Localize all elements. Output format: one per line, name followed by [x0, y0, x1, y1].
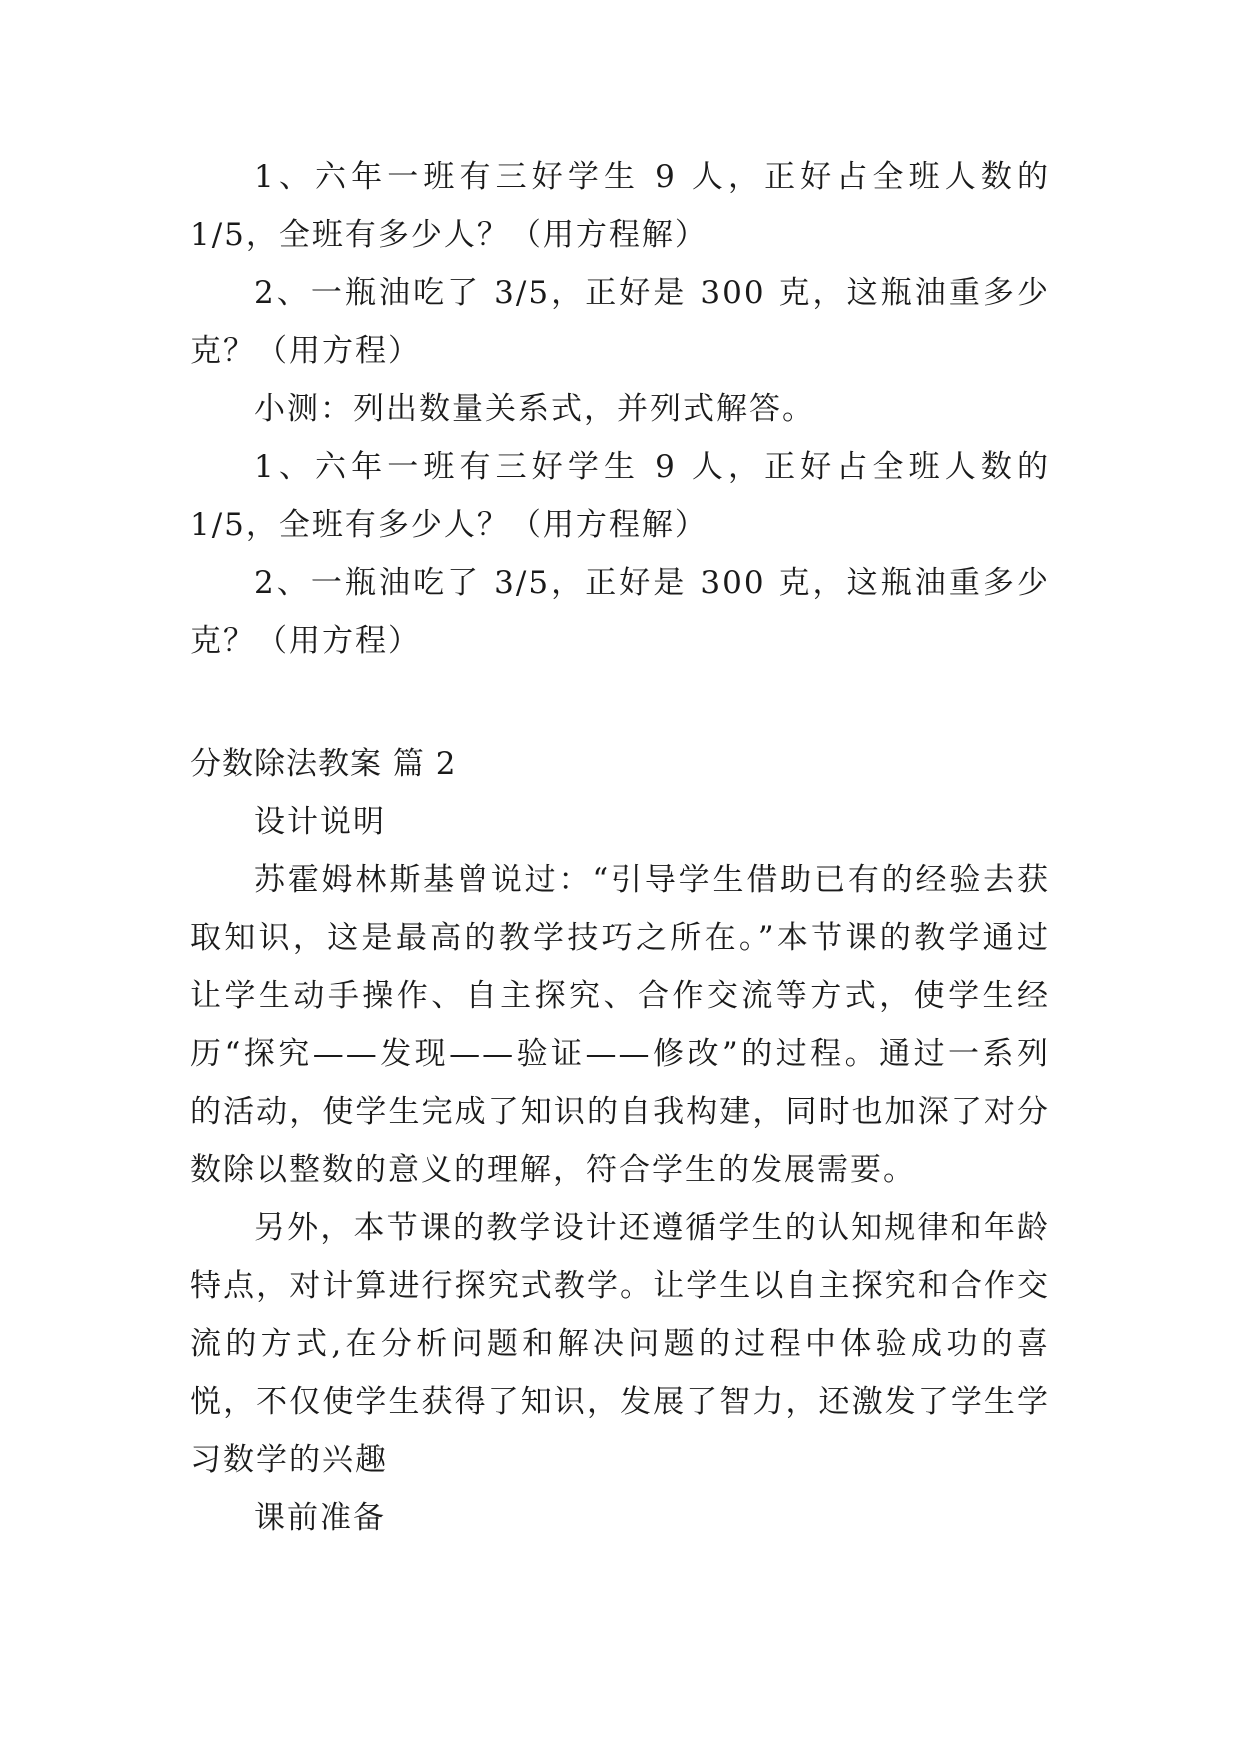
quiz-problem-2-paragraph: 2、一瓶油吃了 3/5，正好是 300 克，这瓶油重多少克？（用方程）: [190, 565, 1050, 659]
problem-1-paragraph: 1、六年一班有三好学生 9 人，正好占全班人数的 1/5，全班有多少人？（用方程解）: [190, 159, 1050, 253]
preparation-heading: 课前准备: [254, 1500, 386, 1536]
design-notes-paragraph-2: 另外，本节课的教学设计还遵循学生的认知规律和年龄特点，对计算进行探究式教学。让学生以自主探究和合作交流的方式,在分析问题和解决问题的过程中体验成功的喜悦，不仅使学生获得了知识，发展了智力，还激发了学生学习数学的兴趣: [190, 1210, 1050, 1478]
design-notes-heading: 设计说明: [254, 804, 386, 840]
problem-2-paragraph: 2、一瓶油吃了 3/5，正好是 300 克，这瓶油重多少克？（用方程）: [190, 275, 1050, 369]
quiz-problem-1-paragraph: 1、六年一班有三好学生 9 人，正好占全班人数的 1/5，全班有多少人？（用方程解）: [190, 449, 1050, 543]
design-notes-paragraph-1: 苏霍姆林斯基曾说过：“引导学生借助已有的经验去获取知识，这是最高的教学技巧之所在。”本节课的教学通过让学生动手操作、自主探究、合作交流等方式，使学生经历“探究——发现——验证——修改”的过程。通过一系列的活动，使学生完成了知识的自我构建，同时也加深了对分数除以整数的意义的理解，符合学生的发展需要。: [190, 862, 1050, 1188]
quiz-instruction: 小测：列出数量关系式，并列式解答。: [254, 391, 815, 427]
section-title: 分数除法教案 篇 2: [190, 746, 457, 782]
